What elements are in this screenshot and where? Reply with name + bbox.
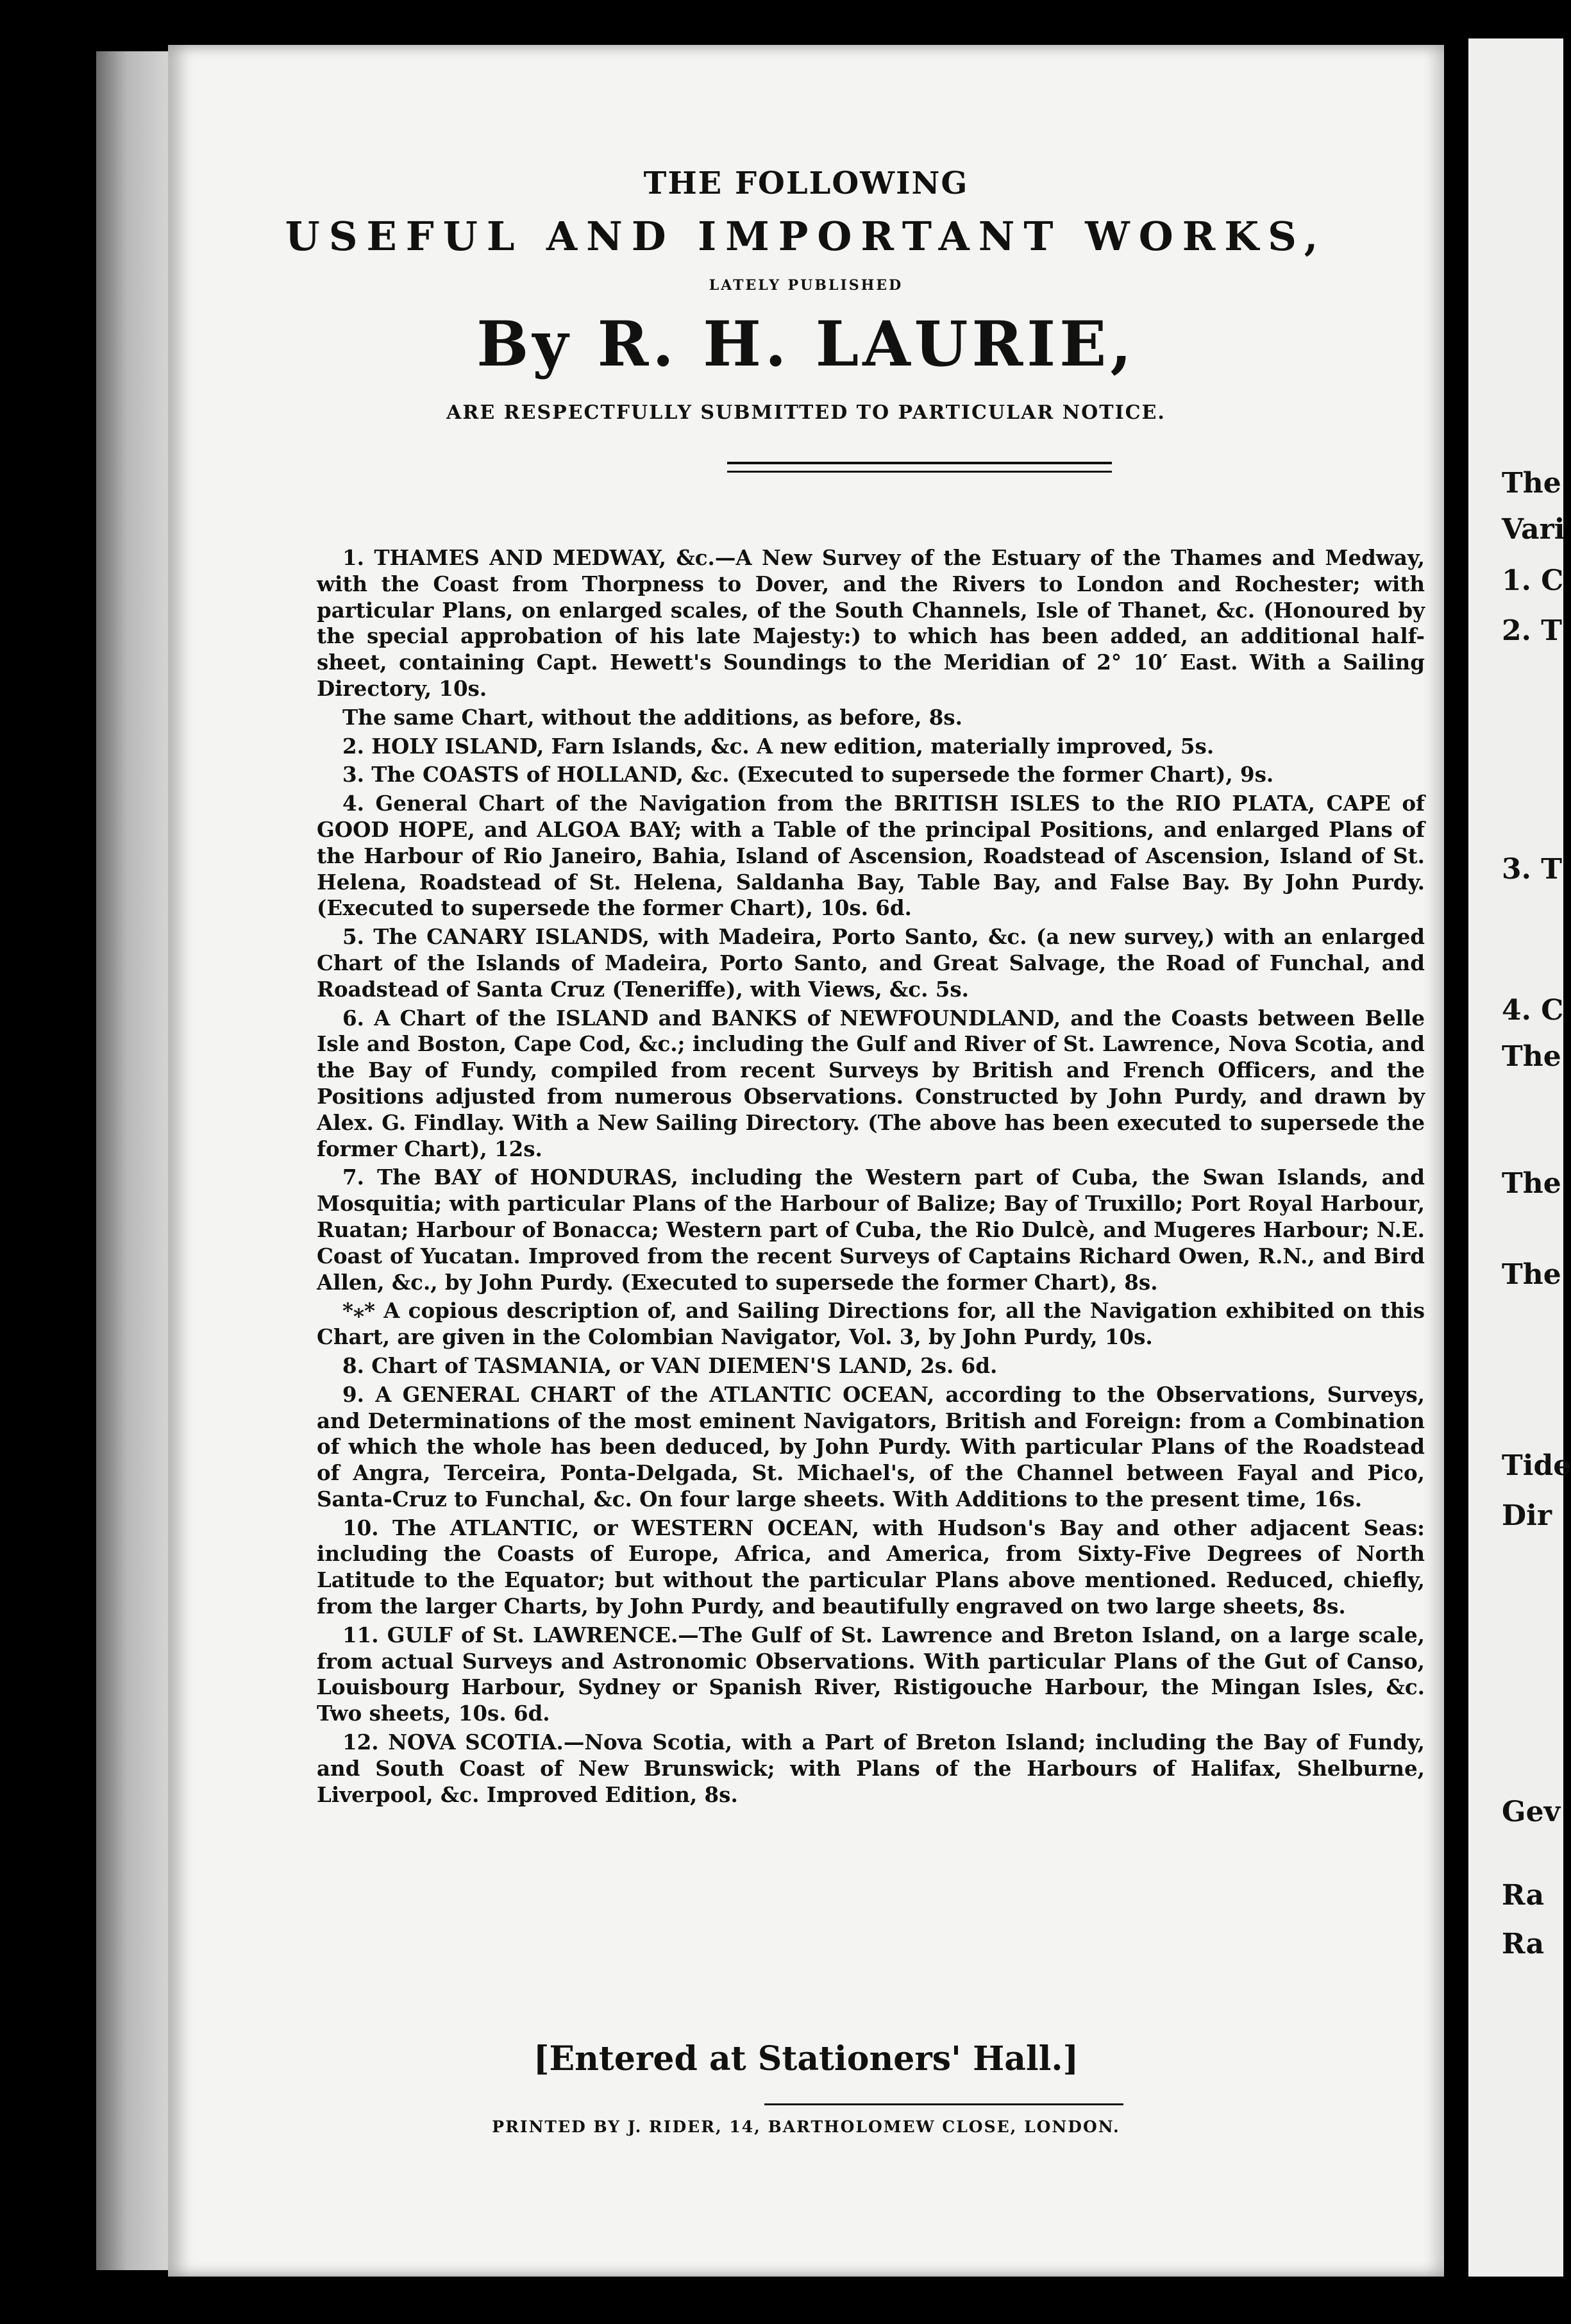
heading-submitted: ARE RESPECTFULLY SUBMITTED TO PARTICULAR NOTICE. <box>446 401 1166 424</box>
list-item: 1. THAMES AND MEDWAY, &c.—A New Survey of the Estuary of the Thames and Medway, with the Coast from Thorpness to Dover, and the Rivers to London and Rochester; with particular Plans, on enlarged scales, of the South Channels, Isle of Thanet, &c. (Honoured by the special approbation of his late Majesty:) to which has been added, an additional half-sheet, containing Capt. Hewett's Soundings to the Meridian of 2° 10′ East. With a Sailing Directory, 10s. <box>317 545 1425 701</box>
heading-works: USEFUL AND IMPORTANT WORKS, <box>285 213 1327 260</box>
adjacent-page-fragment: 3. T <box>1502 853 1562 886</box>
heading-lately-published: LATELY PUBLISHED <box>709 277 903 294</box>
list-item: 2. HOLY ISLAND, Farn Islands, &c. A new edition, materially improved, 5s. <box>342 733 1214 759</box>
document-page <box>168 45 1444 2277</box>
list-item: 5. The CANARY ISLANDS, with Madeira, Porto Santo, &c. (a new survey,) with an enlarged Chart of the Islands of Madeira, Porto Santo, and Great Salvage, the Road of Funchal, and Roadstead of Santa Cruz (Teneriffe), with Views, &c. 5s. <box>317 924 1425 1002</box>
heading-author: By R. H. LAURIE, <box>476 308 1136 380</box>
adjacent-page-fragment: Gev <box>1502 1796 1561 1828</box>
list-item: 6. A Chart of the ISLAND and BANKS of NEWFOUNDLAND, and the Coasts between Belle Isle and Boston, Cape Cod, &c.; including the Gulf and River of St. Lawrence, Nova Scotia, and the Bay of Fundy, compiled from recent Surveys by British and French Officers, and the Positions adjusted from numerous Observations. Constructed by John Purdy, and drawn by Alex. G. Findlay. With a New Sailing Directory. (The above has been executed to supersede the former Chart), 12s. <box>317 1005 1425 1161</box>
list-item: 8. Chart of TASMANIA, or VAN DIEMEN'S LAND, 2s. 6d. <box>342 1352 998 1378</box>
adjacent-page-fragment: 2. T <box>1502 614 1562 647</box>
adjacent-page <box>1468 38 1571 2277</box>
list-item: 11. GULF of St. LAWRENCE.—The Gulf of St. Lawrence and Breton Island, on a large scale, from actual Surveys and Astronomic Observations. With particular Plans of the Gut of Canso, Louisbourg Harbour, Sydney or Spanish River, Ristigouche Harbour, the Mingan Isles, &c. Two sheets, 10s. 6d. <box>317 1622 1425 1726</box>
adjacent-page-fragment: The <box>1502 1040 1561 1073</box>
list-item: 12. NOVA SCOTIA.—Nova Scotia, with a Part of Breton Island; including the Bay of Fundy, and South Coast of New Brunswick; with Plans of the Harbours of Halifax, Shelburne, Liverpool, &c. Improved Edition, 8s. <box>317 1730 1425 1807</box>
heading-following: THE FOLLOWING <box>643 165 969 201</box>
list-item: 3. The COASTS of HOLLAND, &c. (Executed to supersede the former Chart), 9s. <box>342 762 1274 787</box>
adjacent-page-fragment: Tide <box>1502 1449 1571 1482</box>
list-item: The same Chart, without the additions, as before, 8s. <box>342 704 962 730</box>
adjacent-page-fragment: Ra <box>1502 1928 1545 1960</box>
entered-notice: [Entered at Stationers' Hall.] <box>533 2039 1079 2078</box>
double-rule <box>727 462 1112 473</box>
footer-rule <box>764 2103 1123 2105</box>
list-item: 7. The BAY of HONDURAS, including the Western part of Cuba, the Swan Islands, and Mosquitia; with particular Plans of the Harbour of Balize; Bay of Truxillo; Port Royal Harbour, Ruatan; Harbour of Bonacca; Western part of Cuba, the Rio Dulcè, and Mugeres Harbour; N.E. Coast of Yucatan. Improved from the recent Surveys of Captains Richard Owen, R.N., and Bird Allen, &c., by John Purdy. (Executed to supersede the former Chart), 8s. <box>317 1165 1425 1295</box>
list-item: 4. General Chart of the Navigation from the BRITISH ISLES to the RIO PLATA, CAPE of GOOD HOPE, and ALGOA BAY; with a Table of the principal Positions, and enlarged Plans of the Harbour of Rio Janeiro, Bahia, Island of Ascension, Roadstead of Ascension, Island of St. Helena, Roadstead of St. Helena, Saldanha Bay, Table Bay, and False Bay. By John Purdy. (Executed to supersede the former Chart), 10s. 6d. <box>317 791 1425 921</box>
list-item: 10. The ATLANTIC, or WESTERN OCEAN, with Hudson's Bay and other adjacent Seas: including the Coasts of Europe, Africa, and America, from Sixty-Five Degrees of North Latitude to the Equator; but without the particular Plans above mentioned. Reduced, chiefly, from the larger Charts, by John Purdy, and beautifully engraved on two large sheets, 8s. <box>317 1515 1425 1619</box>
adjacent-page-fragment: The <box>1502 467 1561 500</box>
list-item: 9. A GENERAL CHART of the ATLANTIC OCEAN, according to the Observations, Surveys, and Determinations of the most eminent Navigators, British and Foreign: from a Combination of which the whole has been deduced, by John Purdy. With particular Plans of the Roadstead of Angra, Terceira, Ponta-Delgada, St. Michael's, of the Channel between Fayal and Pico, Santa-Cruz to Funchal, &c. On four large sheets. With Additions to the present time, 16s. <box>317 1381 1425 1511</box>
list-item-note: *⁎* A copious description of, and Sailing Directions for, all the Navigation exhibited on this Chart, are given in the Colombian Navigator, Vol. 3, by John Purdy, 10s. <box>317 1298 1425 1350</box>
adjacent-page-fragment: Dir <box>1502 1499 1552 1532</box>
scan-edge-left <box>96 51 173 2270</box>
adjacent-page-fragment: 4. C <box>1502 994 1564 1027</box>
adjacent-page-fragment: The <box>1502 1258 1561 1291</box>
catalogue-list <box>317 545 1425 1810</box>
adjacent-page-fragment: 1. C <box>1502 564 1564 597</box>
adjacent-page-fragment: Vari <box>1502 513 1565 546</box>
printer-imprint: PRINTED BY J. RIDER, 14, BARTHOLOMEW CLOSE, LONDON. <box>492 2118 1120 2136</box>
adjacent-page-fragment: The <box>1502 1167 1561 1200</box>
adjacent-page-fragment: Ra <box>1502 1879 1545 1912</box>
